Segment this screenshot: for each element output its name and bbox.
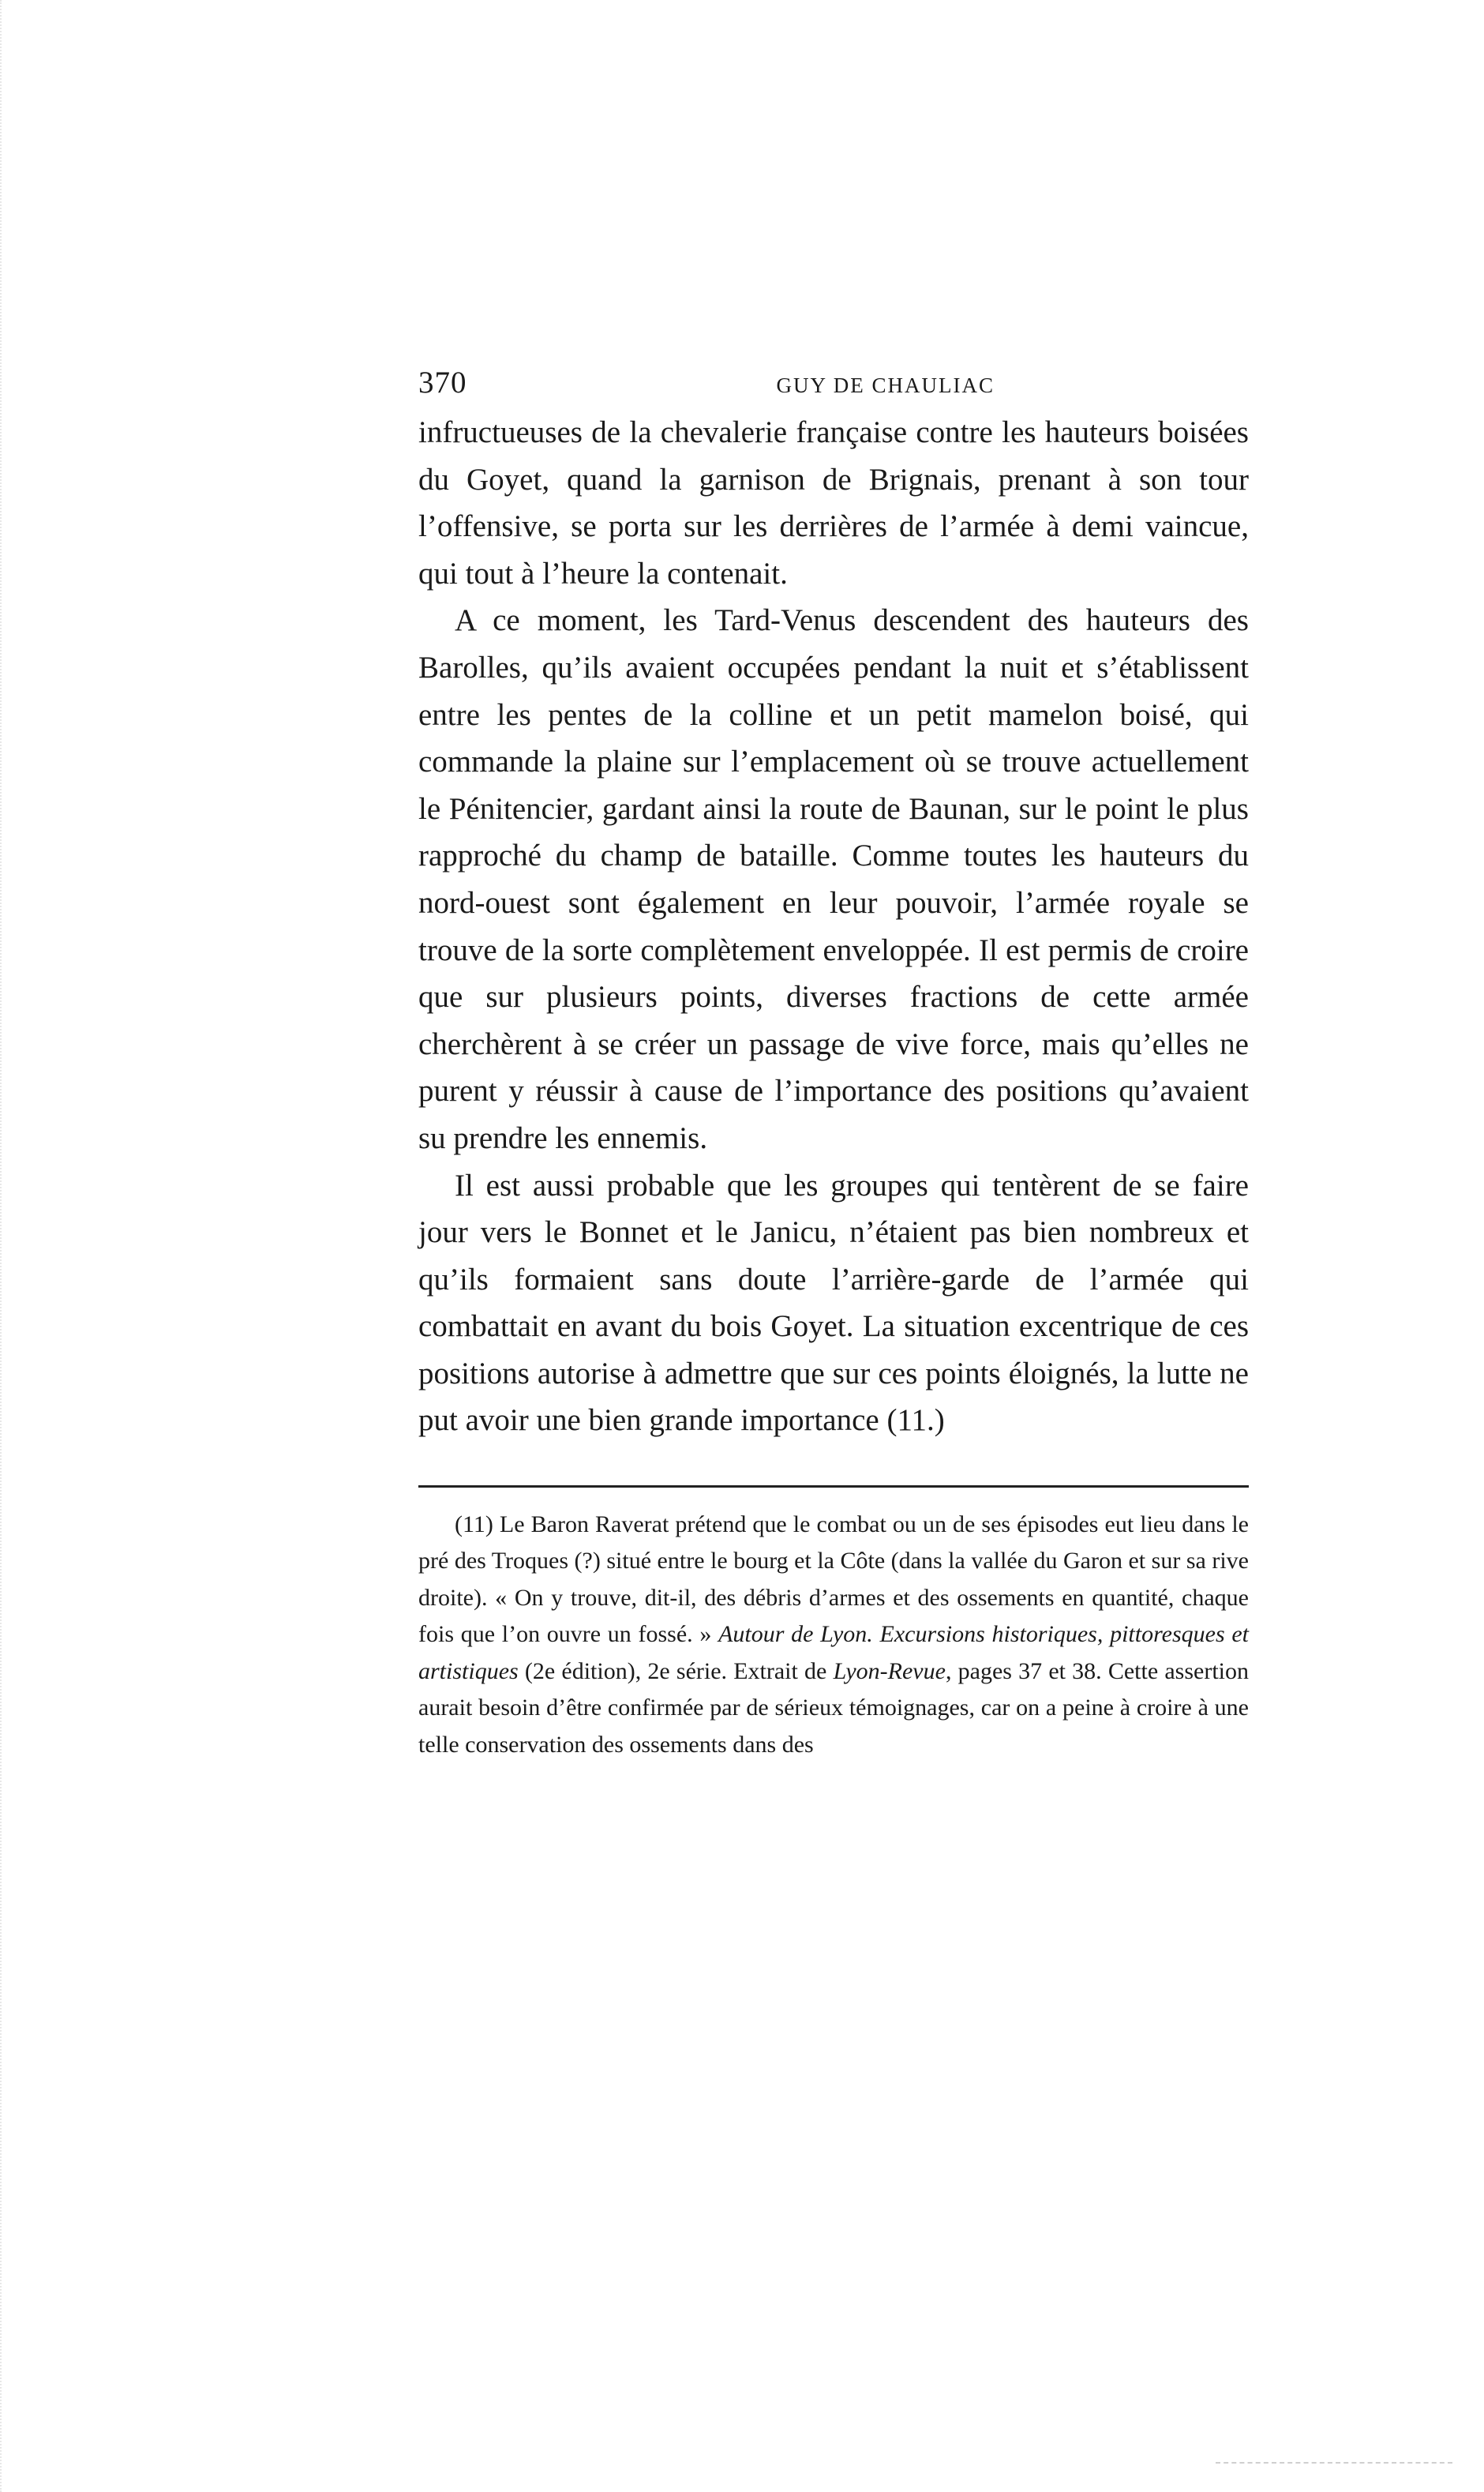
scan-edge-marks xyxy=(0,0,33,2492)
paragraph-2: A ce moment, les Tard-Venus descendent des hauteurs des Barolles, qu’ils avaient occupées pendant la nuit et s’établissent entre les pentes de la colline et un petit mamelon boisé, qui commande la plaine sur l’emplacement où se trouve actuellement le Pénitencier, gardant ainsi la route de Baunan, sur le point le plus rapproché du champ de bataille. Comme toutes les hauteurs du nord-ouest sont également en leur pouvoir, l’armée royale se trouve de la sorte complètement enveloppée. Il est permis de croire que sur plusieurs points, diverses fractions de cette armée cherchèrent à se créer un passage de vive force, mais qu’elles ne purent y réussir à cause de l’importance des positions qu’avaient su prendre les ennemis. xyxy=(418,603,1249,1155)
paragraph-1: infructueuses de la chevalerie française contre les hauteurs boisées du Goyet, quand la garnison de Brignais, prenant à son tour l’offensive, se porta sur les derrières de l’armée à demi vaincue, qui tout à l’heure la contenait. xyxy=(418,415,1249,591)
footnote-separator xyxy=(418,1485,1249,1488)
page-number: 370 xyxy=(418,366,467,400)
page-header xyxy=(418,365,1249,403)
book-page xyxy=(418,365,1249,1763)
scan-bottom-marks xyxy=(1216,2462,1452,2464)
footnote-text-2: (2e édition), 2e série. Extrait de xyxy=(518,1657,834,1684)
running-head: GUY DE CHAULIAC xyxy=(776,373,995,397)
footnote-text-3: , pages 37 et 38. Cette assertion aurait besoin d’être confirmée par de sérieux témoignages, car on a peine à croire à une telle conservation des ossements dans des xyxy=(418,1657,1249,1758)
footnote-text-1: (11) Le Baron Raverat prétend que le combat ou un de ses épisodes eut lieu dans le pré des Troques (?) situé entre le bourg et la Côte (dans la vallée du Garon et sur sa rive droite). « On y trouve, dit-il, des débris d’armes et des ossements en quantité, chaque fois que l’on ouvre un fossé. » xyxy=(418,1511,1249,1648)
footnote xyxy=(418,1507,1249,1763)
footnote-italic-2: Lyon-Revue xyxy=(833,1657,946,1684)
paragraph-3: Il est aussi probable que les groupes qui tentèrent de se faire jour vers le Bonnet et le Janicu, n’étaient pas bien nombreux et qu’ils formaient sans doute l’arrière-garde de l’armée qui combattait en avant du bois Goyet. La situation excentrique de ces positions autorise à admettre que sur ces points éloignés, la lutte ne put avoir une bien grande importance (11.) xyxy=(418,1168,1249,1438)
footnote-italic-1: Autour de Lyon. Excursions historiques, pittoresques et artistiques xyxy=(418,1621,1249,1684)
body-text xyxy=(418,409,1249,1444)
